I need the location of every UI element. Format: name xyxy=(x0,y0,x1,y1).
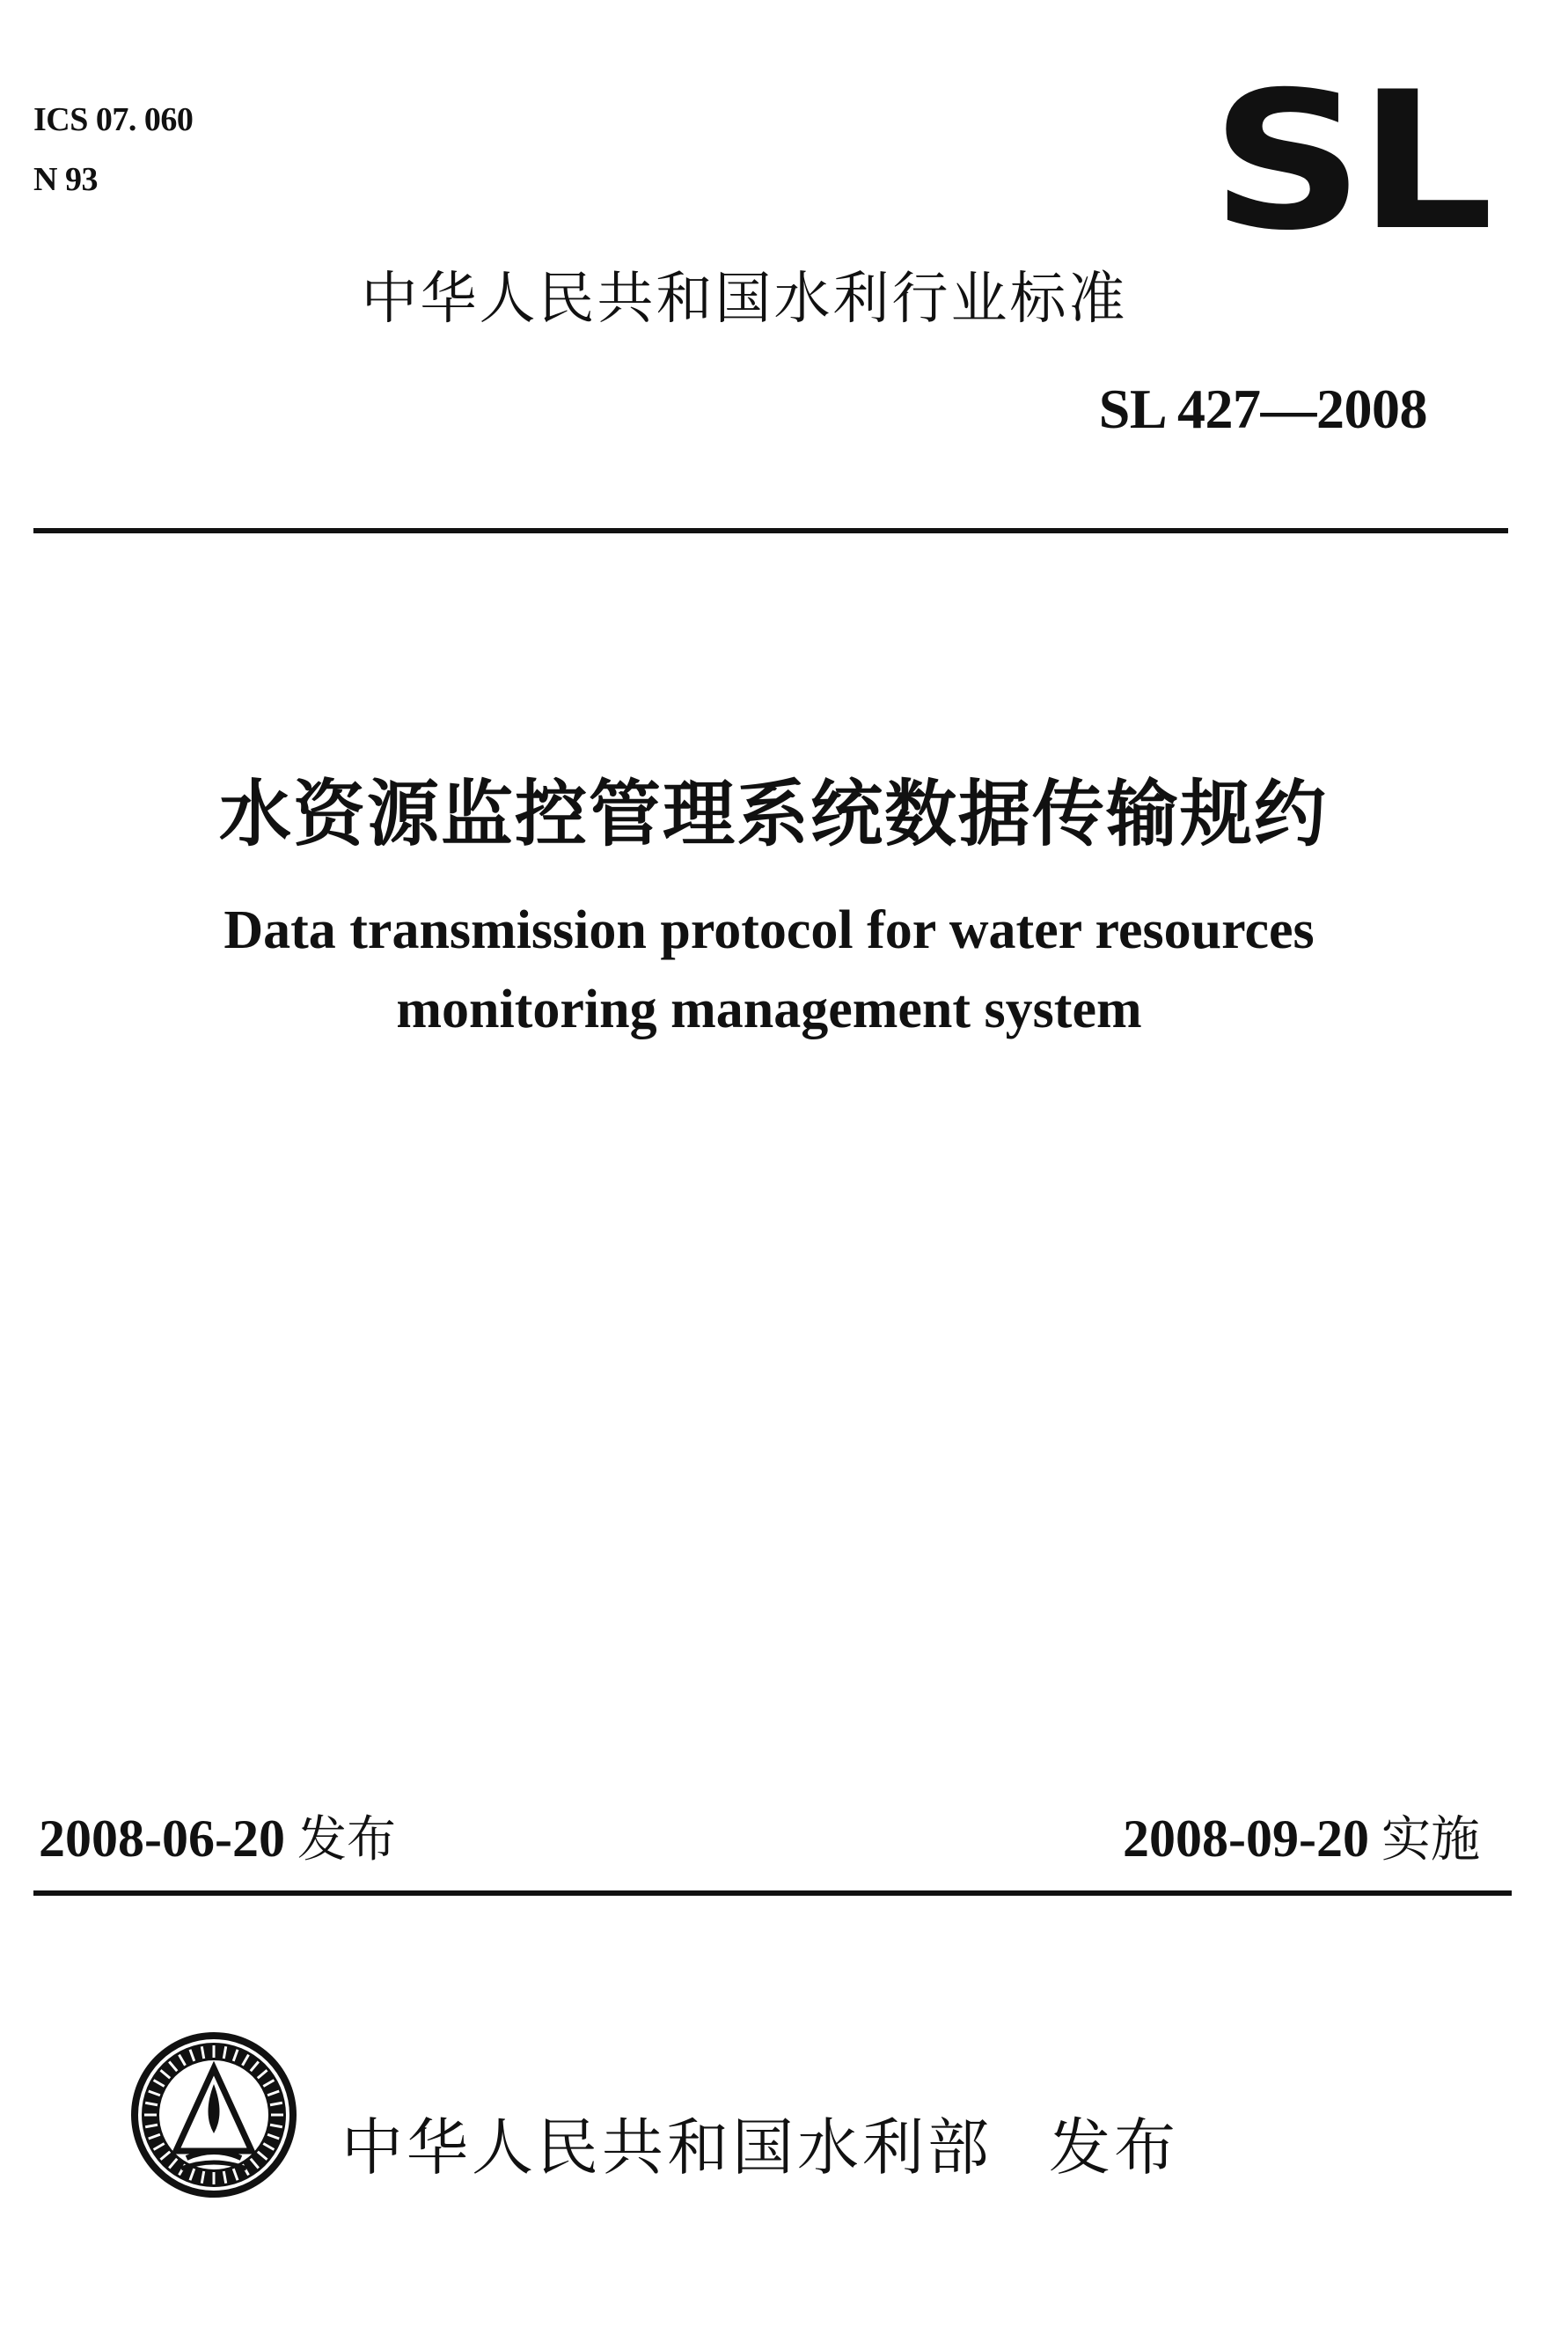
implementation-date: 2008-09-20 xyxy=(1123,1809,1369,1868)
standard-number: SL 427—2008 xyxy=(1098,378,1427,440)
publisher-name: 中华人民共和国水利部 xyxy=(341,2111,993,2184)
top-divider xyxy=(33,528,1508,533)
issue-label: 发布 xyxy=(297,1811,396,1868)
ccs-code: N 93 xyxy=(33,161,98,198)
issue-date-block xyxy=(39,1801,396,1871)
title-english-line-1: Data transmission protocol for water resources xyxy=(223,900,1315,960)
implementation-label: 实施 xyxy=(1381,1811,1480,1868)
ics-code: ICS 07. 060 xyxy=(33,101,194,138)
title-chinese: 水资源监控管理系统数据传输规约 xyxy=(218,773,1328,856)
bottom-divider xyxy=(33,1890,1512,1896)
issue-date: 2008-06-20 xyxy=(39,1809,285,1868)
ministry-seal-icon xyxy=(128,2030,299,2200)
publish-label: 发布 xyxy=(1049,2111,1179,2184)
title-english-line-2: monitoring management system xyxy=(396,980,1142,1039)
implementation-date-block xyxy=(1123,1801,1480,1871)
industry-standard-heading: 中华人民共和国水利行业标准 xyxy=(361,267,1128,332)
sl-logo: SL xyxy=(1211,51,1488,272)
